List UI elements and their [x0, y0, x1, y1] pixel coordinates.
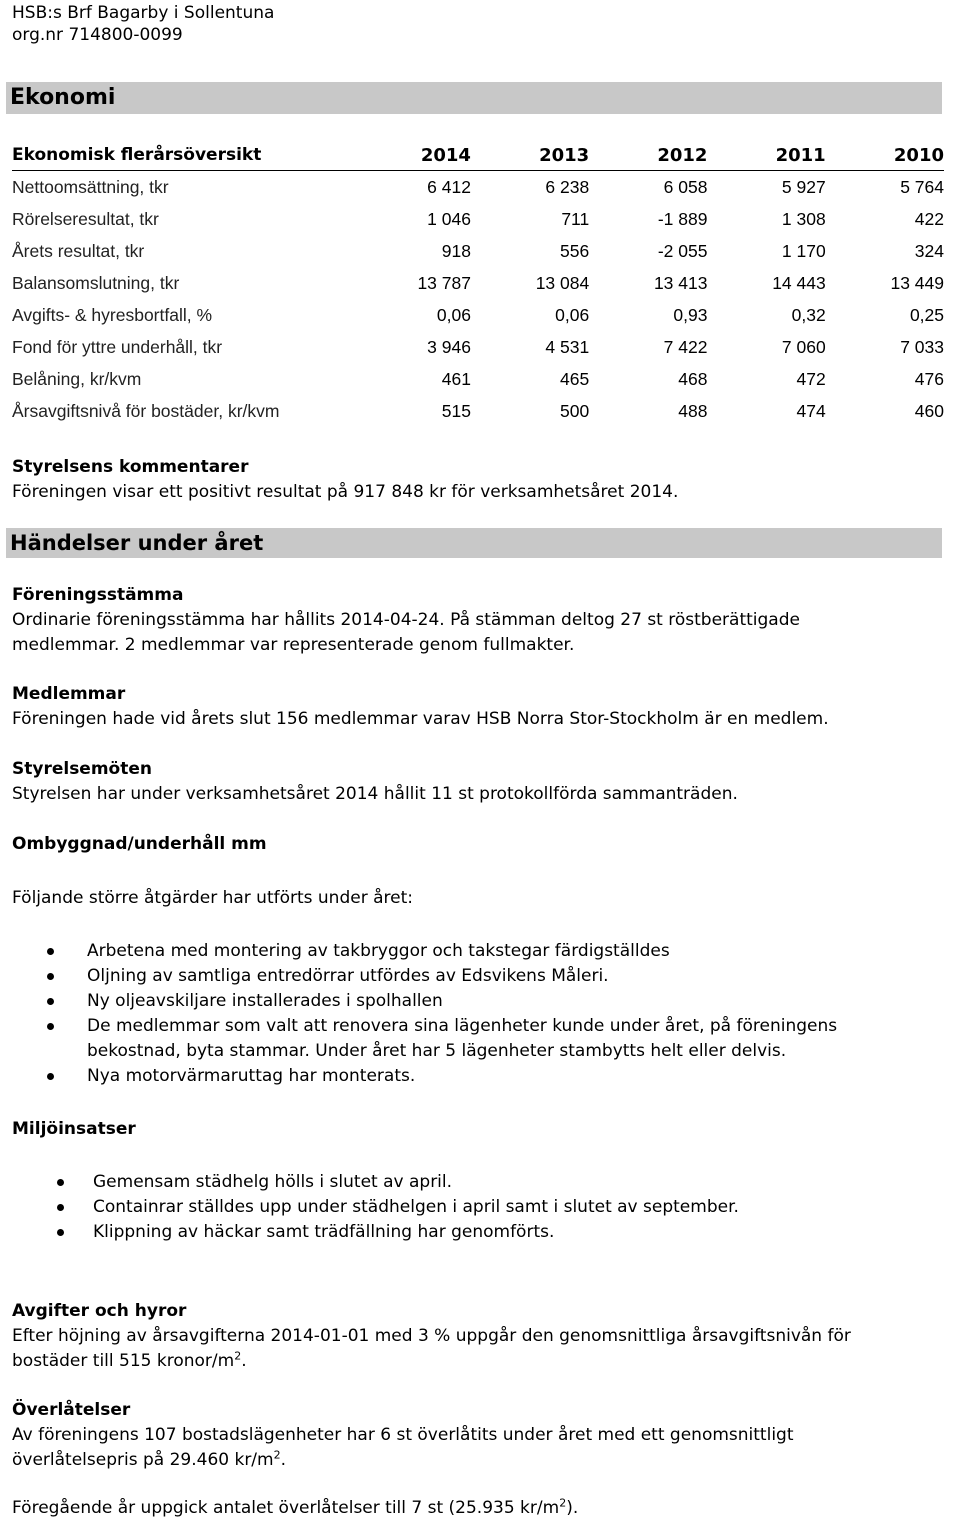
- fees-heading: Avgifter och hyror: [12, 1301, 187, 1321]
- list-item-continuation: [87, 1039, 947, 1064]
- table-cell: -1 889: [657, 208, 708, 229]
- board-comments-heading: Styrelsens kommentarer: [12, 457, 249, 477]
- table-cell: 468: [678, 368, 708, 389]
- meeting-heading: Föreningsstämma: [12, 585, 184, 605]
- meeting-line: Ordinarie föreningsstämma har hållits 2014-04-24. På stämman deltog 27 st röstberättigade: [12, 610, 800, 630]
- year-header: 2010: [826, 140, 944, 171]
- list-item: [93, 1220, 943, 1245]
- fees-block: [12, 1299, 942, 1374]
- transfers-block: [12, 1398, 942, 1473]
- list-item-text: Arbetena med montering av takbryggor och takstegar färdigställdes: [87, 941, 670, 961]
- table-cell: 488: [678, 400, 708, 421]
- fees-line-text: bostäder till 515 kronor/m: [12, 1351, 235, 1371]
- fees-line-end: .: [241, 1351, 247, 1371]
- table-cell: 5 764: [900, 176, 944, 197]
- table-cell: 5 927: [781, 176, 826, 197]
- list-item: [87, 939, 947, 964]
- table-cell: 3 946: [427, 336, 471, 357]
- table-cell: 515: [441, 400, 471, 421]
- row-label: Fond för yttre underhåll, tkr: [12, 336, 223, 357]
- meeting-line: medlemmar. 2 medlemmar var representerade genom fullmakter.: [12, 635, 575, 655]
- list-item-text: Ny oljeavskiljare installerades i spolhallen: [87, 991, 443, 1011]
- list-item: [87, 964, 947, 989]
- renovation-heading-block: [12, 832, 942, 857]
- bullet-icon: [47, 973, 54, 980]
- row-label: Årets resultat, tkr: [12, 240, 145, 261]
- fees-line: Efter höjning av årsavgifterna 2014-01-01 med 3 % uppgår den genomsnittliga årsavgiftsnivån för: [12, 1326, 851, 1346]
- row-label: Balansomslutning, tkr: [12, 272, 180, 293]
- org-name: HSB:s Brf Bagarby i Sollentuna: [12, 3, 275, 23]
- list-item-text: Gemensam städhelg hölls i slutet av april.: [93, 1172, 453, 1192]
- table-cell: 460: [914, 400, 944, 421]
- transfers-heading: Överlåtelser: [12, 1400, 131, 1420]
- superscript: 2: [559, 1496, 567, 1510]
- table-cell: 13 413: [653, 272, 708, 293]
- row-label: Avgifts- & hyresbortfall, %: [12, 304, 213, 325]
- table-row: [12, 395, 944, 427]
- section-title-ekonomi: Ekonomi: [10, 85, 116, 110]
- table-cell: 0,32: [791, 304, 826, 325]
- board-meetings-block: [12, 757, 942, 807]
- members-block: [12, 682, 942, 732]
- table-cell: 1 170: [781, 240, 826, 261]
- members-heading: Medlemmar: [12, 684, 126, 704]
- table-cell: 1 308: [781, 208, 826, 229]
- table-cell: 324: [914, 240, 944, 261]
- table-cell: 0,25: [909, 304, 944, 325]
- board-meetings-text: Styrelsen har under verksamhetsåret 2014 hållit 11 st protokollförda sammanträden.: [12, 784, 738, 804]
- table-cell: -2 055: [657, 240, 708, 261]
- environment-list: [93, 1170, 943, 1245]
- list-item-text: Containrar ställdes upp under städhelgen i april samt i slutet av september.: [93, 1197, 739, 1217]
- year-header: 2011: [707, 140, 825, 171]
- renovation-intro-block: [12, 886, 942, 911]
- transfers-line-text: överlåtelsepris på 29.460 kr/m: [12, 1450, 274, 1470]
- table-cell: 13 449: [890, 272, 944, 293]
- table-cell: 422: [914, 208, 944, 229]
- year-header: 2014: [353, 140, 471, 171]
- environment-heading: Miljöinsatser: [12, 1119, 136, 1139]
- table-cell: 7 422: [663, 336, 708, 357]
- bullet-icon: [57, 1229, 64, 1236]
- renovation-intro: Följande större åtgärder har utförts under året:: [12, 888, 413, 908]
- table-header-row: [12, 140, 944, 171]
- list-item: [93, 1195, 943, 1220]
- row-label: Årsavgiftsnivå för bostäder, kr/kvm: [12, 400, 280, 421]
- bullet-icon: [57, 1204, 64, 1211]
- row-label: Rörelseresultat, tkr: [12, 208, 159, 229]
- list-item-text: De medlemmar som valt att renovera sina lägenheter kunde under året, på föreningens: [87, 1016, 838, 1036]
- superscript: 2: [273, 1448, 281, 1462]
- table-cell: 6 238: [545, 176, 590, 197]
- row-label: Nettoomsättning, tkr: [12, 176, 169, 197]
- table-cell: 461: [441, 368, 471, 389]
- previous-year-end: ).: [566, 1498, 579, 1518]
- list-item-text: Oljning av samtliga entredörrar utfördes av Edsvikens Måleri.: [87, 966, 609, 986]
- table-cell: 711: [561, 208, 590, 229]
- list-item: [87, 1064, 947, 1089]
- section-bar-ekonomi: [6, 82, 942, 114]
- table-row: [12, 235, 944, 267]
- row-label: Belåning, kr/kvm: [12, 368, 142, 389]
- org-number: org.nr 714800-0099: [12, 25, 183, 45]
- table-row: [12, 299, 944, 331]
- bullet-icon: [47, 1073, 54, 1080]
- bullet-icon: [47, 948, 54, 955]
- table-cell: 13 084: [535, 272, 590, 293]
- table-row: [12, 331, 944, 363]
- board-comments-text: Föreningen visar ett positivt resultat på 917 848 kr för verksamhetsåret 2014.: [12, 482, 679, 502]
- list-item-text: Nya motorvärmaruttag har monterats.: [87, 1066, 416, 1086]
- table-cell: 0,93: [673, 304, 708, 325]
- members-text: Föreningen hade vid årets slut 156 medlemmar varav HSB Norra Stor-Stockholm är en medlem.: [12, 709, 829, 729]
- table-cell: 0,06: [436, 304, 471, 325]
- table-cell: 474: [796, 400, 826, 421]
- year-header: 2012: [589, 140, 707, 171]
- transfers-line-end: .: [280, 1450, 287, 1470]
- superscript: 2: [234, 1349, 242, 1363]
- table-cell: 14 443: [772, 272, 826, 293]
- table-cell: 7 060: [781, 336, 826, 357]
- environment-heading-block: [12, 1117, 942, 1142]
- table-cell: 918: [441, 240, 471, 261]
- section-bar-events: [6, 528, 942, 558]
- bullet-icon: [57, 1179, 64, 1186]
- table-cell: 7 033: [900, 336, 944, 357]
- section-title-events: Händelser under året: [10, 531, 264, 555]
- table-row: [12, 363, 944, 395]
- list-item: [87, 989, 947, 1014]
- table-cell: 556: [560, 240, 590, 261]
- list-item: [87, 1014, 947, 1039]
- table-row: [12, 203, 944, 235]
- transfers-line: Av föreningens 107 bostadslägenheter har 6 st överlåtits under året med ett genomsnittligt: [12, 1425, 794, 1445]
- board-comments: [12, 455, 942, 505]
- table-cell: 6 058: [663, 176, 708, 197]
- table-cell: 13 787: [417, 272, 471, 293]
- table-cell: 472: [796, 368, 826, 389]
- table-row: [12, 171, 944, 204]
- table-title: Ekonomisk flerårsöversikt: [12, 140, 353, 171]
- previous-year-transfers: [12, 1496, 942, 1521]
- table-cell: 500: [560, 400, 590, 421]
- table-cell: 1 046: [427, 208, 471, 229]
- table-cell: 6 412: [427, 176, 471, 197]
- overview-table-container: [12, 140, 944, 427]
- renovation-heading: Ombyggnad/underhåll mm: [12, 834, 267, 854]
- bullet-icon: [47, 998, 54, 1005]
- list-item: [93, 1170, 943, 1195]
- list-item-text: Klippning av häckar samt trädfällning har genomförts.: [93, 1222, 555, 1242]
- fees-line: [12, 1349, 942, 1374]
- renovation-list: [87, 939, 947, 1089]
- previous-year-text: Föregående år uppgick antalet överlåtelser till 7 st (25.935 kr/m: [12, 1498, 560, 1518]
- table-cell: 4 531: [545, 336, 590, 357]
- transfers-line: [12, 1448, 942, 1473]
- overview-table: [12, 140, 944, 427]
- table-row: [12, 267, 944, 299]
- table-cell: 465: [560, 368, 590, 389]
- table-cell: 0,06: [555, 304, 590, 325]
- list-item-text: bekostnad, byta stammar. Under året har 5 lägenheter stambytts helt eller delvis.: [87, 1041, 787, 1061]
- year-header: 2013: [471, 140, 589, 171]
- bullet-icon: [47, 1023, 54, 1030]
- table-cell: 476: [914, 368, 944, 389]
- document-header: [12, 2, 274, 46]
- board-meetings-heading: Styrelsemöten: [12, 759, 152, 779]
- meeting-block: [12, 583, 942, 658]
